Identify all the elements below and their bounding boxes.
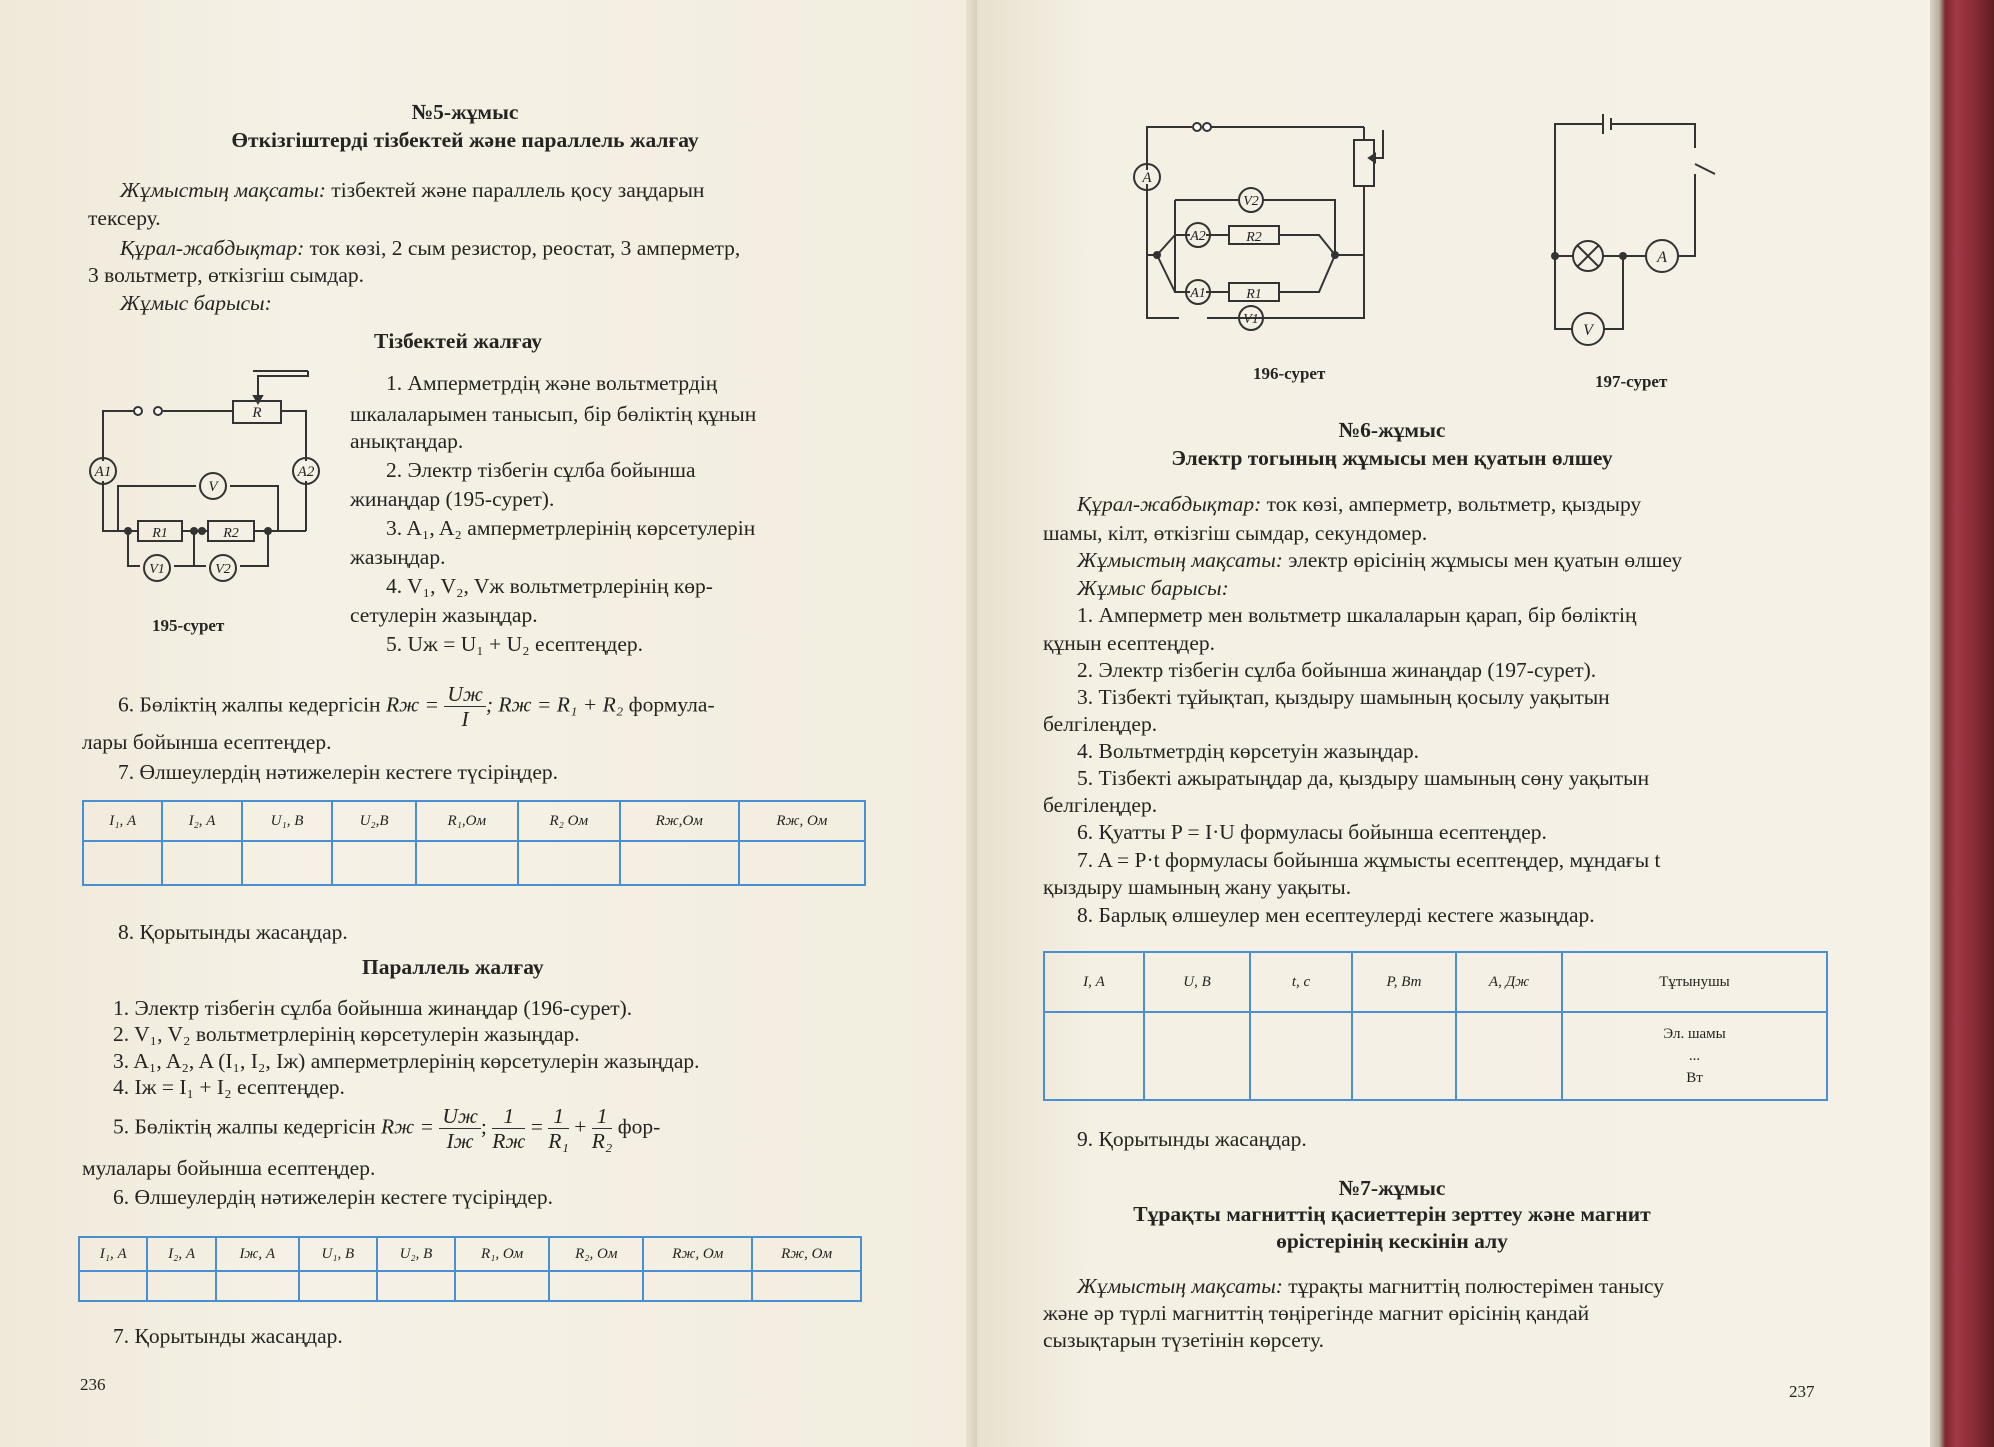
w6-process-label: Жұмыс барысы: — [1077, 576, 1229, 600]
label-r: R — [252, 405, 262, 421]
page-number-left: 236 — [80, 1375, 106, 1394]
consumer-line-1: Эл. шамы — [1663, 1026, 1726, 1042]
w6-step-7a: 7. A = P·t формуласы бойынша жұмысты есептеңдер, мұндағы t — [1077, 848, 1661, 872]
work7-title-2: өрістерінің кескінін алу — [1276, 1229, 1508, 1253]
process-label: Жұмыс барысы: — [120, 291, 272, 315]
w6-step-5b: белгілеңдер. — [1043, 793, 1158, 817]
w6-step-2: 2. Электр тізбегін сұлба бойынша жинаңдар (197-сурет). — [1077, 658, 1597, 682]
label-v: V — [208, 479, 218, 495]
parallel-step-3: 3. A₁, A₂, A (I₁, I₂, Iж) амперметрлерінің көрсетулерін жазыңдар. — [113, 1049, 700, 1073]
w6-step-3a: 3. Тізбекті тұйықтап, қыздыру шамының қосылу уақытын — [1077, 685, 1610, 709]
fig196-label-r2: R2 — [1246, 230, 1262, 245]
equip-text-2: 3 вольтметр, өткізгіш сымдар. — [88, 263, 364, 287]
fig197-caption: 197-сурет — [1595, 372, 1668, 391]
parallel-heading: Параллель жалғау — [362, 955, 544, 979]
table-parallel-header — [79, 1237, 861, 1271]
p5-post: фор- — [617, 1114, 661, 1139]
table-power-header — [1044, 952, 1827, 1012]
table-power-h2: U, В — [1144, 952, 1250, 1012]
work6-title: Электр тогының жұмысы мен қуатын өлшеу — [1171, 446, 1613, 470]
table-power-row — [1044, 1012, 1827, 1100]
label-v2: V2 — [215, 562, 231, 577]
w6-step-8: 8. Барлық өлшеулер мен есептеулерді кестеге жазыңдар. — [1077, 903, 1595, 927]
w6-equip-text: ток көзі, амперметр, вольтметр, қыздыру — [1266, 492, 1642, 516]
table-power-h1: I, А — [1044, 952, 1144, 1012]
p5-pre: 5. Бөліктің жалпы кедергісін — [113, 1114, 376, 1139]
step7: 7. Өлшеулердің нәтижелерін кестеге түсіріңдер. — [118, 760, 559, 784]
p5-num1: Uж — [439, 1104, 481, 1129]
w6-step-1b: құнын есептеңдер. — [1043, 631, 1216, 655]
series-step-1b: шкалаларымен танысып, бір бөліктің құнын — [350, 402, 757, 426]
label-v1: V1 — [149, 562, 165, 577]
table-series-h1: I₁, А — [83, 801, 162, 841]
table-series-h7: Rж,Ом — [620, 801, 739, 841]
consumer-line-2: ... — [1688, 1048, 1701, 1064]
circuit-diagram-196 — [1142, 110, 1407, 350]
table-series-h3: U₁, В — [242, 801, 333, 841]
series-heading: Тізбектей жалғау — [374, 329, 542, 353]
p5-den2: Rж — [492, 1129, 526, 1153]
table-series-row — [83, 841, 865, 885]
series-step-4a: 4. V₁, V₂, Vж вольтметрлерінің көр- — [386, 574, 713, 598]
w6-step-1a: 1. Амперметр мен вольтметр шкалаларын қарап, бір бөліктің — [1077, 603, 1637, 627]
table-power-h3: t, с — [1250, 952, 1352, 1012]
step6-post: формула- — [628, 692, 715, 717]
step6-rest: ; Rж = R₁ + R₂ — [485, 692, 624, 717]
step6-lhs: Rж = — [385, 692, 439, 717]
fig197-label-a: A — [1657, 249, 1667, 266]
step6-line — [118, 682, 715, 731]
work7-title-1: Тұрақты магниттің қасиеттерін зерттеу және магнит — [1133, 1202, 1651, 1226]
consumer-line-3: Вт — [1686, 1070, 1703, 1086]
table-power-h6: Тұтынушы — [1562, 952, 1827, 1012]
step8: 8. Қорытынды жасаңдар. — [118, 920, 348, 944]
p5-den1: Iж — [446, 1129, 474, 1153]
fig196-label-a: A — [1142, 170, 1152, 186]
p5-lhs: Rж = — [380, 1114, 434, 1139]
series-step-5: 5. Uж = U₁ + U₂ есептеңдер. — [386, 632, 644, 656]
table-series-h8: Rж, Ом — [739, 801, 865, 841]
w6-equip-line — [1077, 490, 1641, 518]
equip-line — [120, 234, 740, 262]
fig196-caption: 196-сурет — [1253, 364, 1326, 383]
p5-den4: R₂ — [591, 1129, 613, 1153]
w6-step-6: 6. Қуатты P = I·U формуласы бойынша есептеңдер. — [1077, 820, 1547, 844]
work5-number: №5-жұмыс — [411, 100, 519, 124]
table-series-h4: U₂,В — [332, 801, 415, 841]
page-number-right: 237 — [1789, 1382, 1815, 1401]
w6-step-7b: қыздыру шамының жану уақыты. — [1043, 875, 1352, 899]
p5-fraction-4 — [592, 1104, 613, 1153]
fig196-label-v2: V2 — [1243, 194, 1259, 209]
table-power-h4: P, Вт — [1352, 952, 1456, 1012]
equip-text: ток көзі, 2 сым резистор, реостат, 3 амперметр, — [309, 236, 741, 260]
fig196-label-v1: V1 — [1243, 312, 1259, 327]
fig196-label-a2: A2 — [1190, 229, 1206, 244]
w6-step-4: 4. Вольтметрдің көрсетуін жазыңдар. — [1077, 739, 1419, 763]
table-series-h2: I₂, А — [162, 801, 241, 841]
step6-line2: лары бойынша есептеңдер. — [82, 730, 332, 754]
label-r2: R2 — [223, 526, 239, 541]
table-power — [1043, 951, 1828, 1101]
series-step-3b: жазыңдар. — [350, 545, 446, 569]
table-power-consumer — [1562, 1012, 1827, 1100]
parallel-step-1: 1. Электр тізбегін сұлба бойынша жинаңдар (196-сурет). — [113, 996, 633, 1020]
label-a2: A2 — [297, 464, 315, 480]
w6-goal-line — [1077, 546, 1682, 574]
circuit-diagram-197 — [1545, 104, 1725, 354]
work5-title: Өткізгіштерді тізбектей және параллель жалғау — [231, 128, 699, 152]
w6-equip-text-2: шамы, кілт, өткізгіш сымдар, секундомер. — [1043, 521, 1428, 545]
fig196-label-a1: A1 — [1190, 286, 1206, 301]
w6-step-3b: белгілеңдер. — [1043, 712, 1158, 736]
table-series-h6: R₂ Ом — [518, 801, 620, 841]
equip-label: Құрал-жабдықтар: — [120, 236, 305, 260]
table-power-h5: A, Дж — [1456, 952, 1562, 1012]
circuit-diagram-195 — [78, 366, 336, 591]
goal-label: Жұмыстың мақсаты: — [120, 178, 326, 202]
p6: 6. Өлшеулердің нәтижелерін кестеге түсіріңдер. — [113, 1185, 554, 1209]
w7-goal-text-2: және әр түрлі магниттің төңірегінде магнит өрісінің қандай — [1043, 1301, 1590, 1325]
p5-num3: 1 — [548, 1104, 569, 1129]
goal-text: тізбектей және параллель қосу заңдарын — [331, 178, 705, 202]
goal-text-2: тексеру. — [88, 206, 161, 230]
label-a1: A1 — [94, 464, 112, 480]
table-parallel-row — [79, 1271, 861, 1301]
table-parallel-h9: Rж, Ом — [752, 1237, 861, 1271]
fig195-caption: 195-сурет — [152, 616, 225, 635]
series-step-4b: сетулерін жазыңдар. — [350, 603, 538, 627]
table-series-h5: R₁,Ом — [416, 801, 518, 841]
parallel-step-5: 5. Бөліктің жалпы кедергісін Rж = Uж Iж ; 1 Rж = $\frac{1}{\text{R₁}}$ + $\frac{1}{\text{R₂}}$ фор- — [113, 1104, 661, 1153]
w6-equip-label: Құрал-жабдықтар: — [1077, 492, 1262, 516]
p5-num4: 1 — [592, 1104, 613, 1129]
table-parallel-h8: Rж, Ом — [643, 1237, 752, 1271]
step6-pre: 6. Бөліктің жалпы кедергісін — [118, 692, 381, 717]
left-page — [0, 0, 975, 1447]
p5-line2: мулалары бойынша есептеңдер. — [82, 1156, 376, 1180]
series-step-1c: анықтаңдар. — [350, 429, 464, 453]
table-parallel-h3: Iж, А — [216, 1237, 299, 1271]
parallel-step-2: 2. V₁, V₂ вольтметрлерінің көрсетулерін жазыңдар. — [113, 1022, 580, 1046]
goal-line — [120, 176, 704, 204]
table-parallel-h5: U₂, В — [377, 1237, 455, 1271]
work7-number: №7-жұмыс — [1338, 1176, 1446, 1200]
right-page — [977, 0, 1935, 1447]
table-parallel-h2: I₂, А — [147, 1237, 215, 1271]
w7-goal-text: тұрақты магниттің полюстерімен танысу — [1288, 1274, 1665, 1298]
table-series — [82, 800, 866, 886]
table-parallel — [78, 1236, 862, 1302]
w7-goal-label: Жұмыстың мақсаты: — [1077, 1274, 1283, 1298]
series-step-3a: 3. A₁, A₂ амперметрлерінің көрсетулерін — [386, 516, 756, 540]
step6-den: I — [461, 707, 469, 731]
p5-num2: 1 — [492, 1104, 525, 1129]
w6-step-5a: 5. Тізбекті ажыратыңдар да, қыздыру шамының сөну уақытын — [1077, 766, 1650, 790]
w7-goal-line — [1077, 1272, 1664, 1300]
p5-den3: R₁ — [548, 1129, 569, 1153]
table-parallel-h7: R₂, Ом — [549, 1237, 643, 1271]
table-parallel-h4: U₁, В — [299, 1237, 377, 1271]
w7-goal-text-3: сызықтарын түзетінін көрсету. — [1043, 1328, 1324, 1352]
series-step-2b: жинаңдар (195-сурет). — [350, 487, 555, 511]
w6-step-9: 9. Қорытынды жасаңдар. — [1077, 1127, 1307, 1151]
p5-fraction-1 — [439, 1104, 481, 1153]
p5-fraction-3 — [548, 1104, 569, 1153]
table-parallel-h6: R₁, Ом — [455, 1237, 549, 1271]
fig196-label-r1: R1 — [1246, 287, 1262, 302]
fig197-label-v: V — [1583, 322, 1593, 339]
series-step-1a: 1. Амперметрдің және вольтметрдің — [386, 371, 718, 395]
step6-fraction — [444, 682, 486, 731]
step6-num: Uж — [444, 682, 486, 707]
p7: 7. Қорытынды жасаңдар. — [113, 1324, 343, 1348]
p5-fraction-2 — [492, 1104, 525, 1153]
table-series-header — [83, 801, 865, 841]
work6-number: №6-жұмыс — [1338, 418, 1446, 442]
parallel-step-4: 4. Iж = I₁ + I₂ есептеңдер. — [113, 1075, 345, 1099]
label-r1: R1 — [152, 526, 168, 541]
w6-goal-text: электр өрісінің жұмысы мен қуатын өлшеу — [1288, 548, 1683, 572]
book-cover-edge — [1930, 0, 1994, 1447]
table-parallel-h1: I₁, А — [79, 1237, 147, 1271]
w6-goal-label: Жұмыстың мақсаты: — [1077, 548, 1283, 572]
series-step-2a: 2. Электр тізбегін сұлба бойынша — [386, 458, 696, 482]
